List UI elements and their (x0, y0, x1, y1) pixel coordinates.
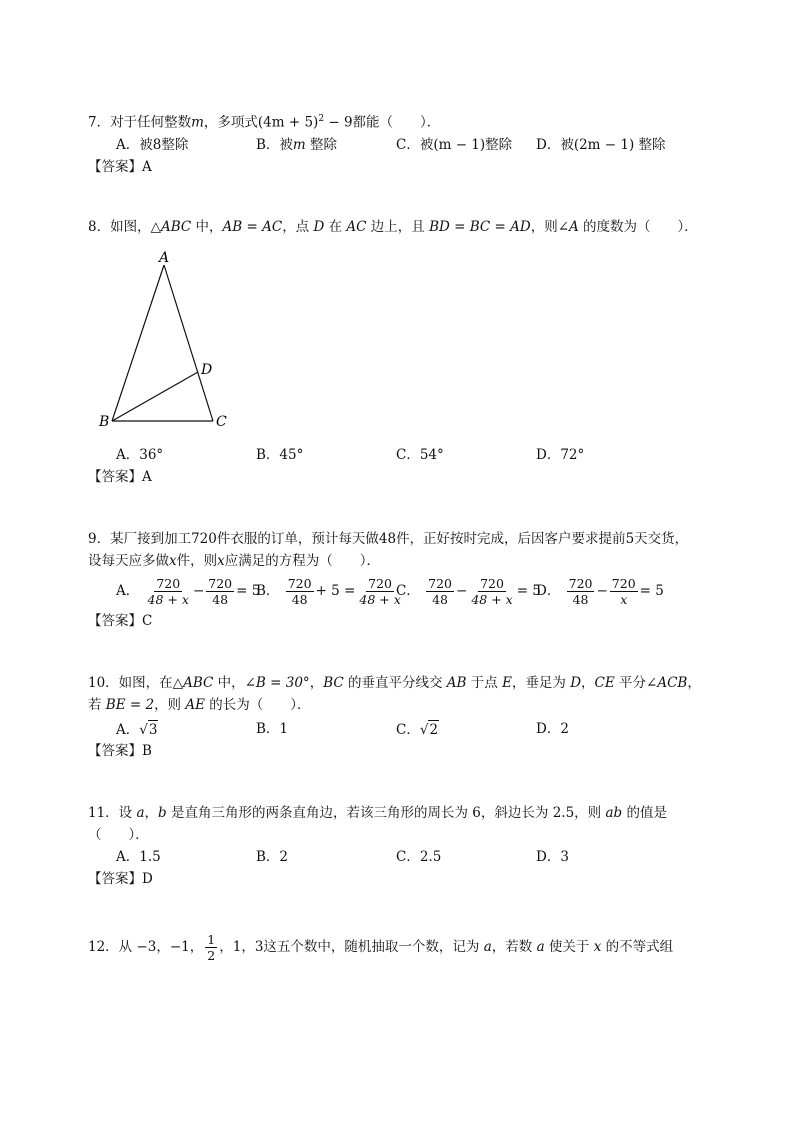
q11-n25: 2.5 (552, 805, 575, 821)
option-text: 1 (279, 721, 289, 737)
question-12-line1 (88, 930, 673, 964)
q7-option-b[interactable] (256, 136, 337, 154)
q9-text-c: 件，正好按时完成，后因客户要求提前 (396, 531, 626, 547)
question-9-line2 (88, 552, 380, 570)
q7-option-c[interactable] (396, 136, 512, 154)
q10-text-c: ， (309, 675, 324, 691)
q9-text-g: 应满足的方程为（ ）． (224, 553, 380, 569)
q8-eq2: BD = BC = AD (429, 219, 531, 235)
q7-exponent: 2 (318, 114, 325, 124)
question-11-line1 (88, 804, 667, 822)
denominator: x (620, 592, 628, 607)
q10-text-f: ，垂足为 (511, 675, 571, 691)
q10-text-l: 的长为（ ）． (204, 697, 311, 713)
q10-text-k: ，则 (154, 697, 186, 713)
q12-text-e: 的不等式组 (601, 939, 674, 955)
fraction (567, 576, 595, 607)
option-text: 72° (560, 447, 585, 463)
q7-option-a[interactable] (116, 136, 188, 154)
q10-option-b[interactable] (256, 720, 288, 738)
side-ac (164, 265, 213, 421)
option-pre: 被 (139, 137, 153, 153)
q10-ae: AE (185, 697, 205, 713)
option-letter: A． (116, 722, 140, 738)
q10-text-h: 平分 (614, 675, 647, 691)
fraction-half (205, 932, 217, 963)
q9-option-b[interactable] (256, 574, 405, 608)
q11-answer: 【答案】D (88, 871, 153, 887)
q9-var-x: x (217, 553, 225, 569)
q10-option-a[interactable] (116, 720, 158, 739)
q11-text-e: ，则 (574, 805, 606, 821)
option-text: 3 (560, 849, 569, 865)
q7-text-b: ，多项式 (203, 114, 258, 131)
q8-angle-a: ∠A (557, 219, 579, 235)
radicand: 2 (429, 722, 439, 738)
q10-text-e: 于点 (466, 675, 503, 691)
q8-answer: 【答案】A (88, 469, 152, 485)
q12-var-a: a (483, 939, 492, 955)
q11-text-c: 是直角三角形的两条直角边，若该三角形的周长为 (166, 805, 473, 821)
q7-option-d[interactable] (536, 136, 666, 154)
operator: − (192, 583, 205, 599)
option-letter: C． (396, 137, 420, 153)
numerator: 720 (368, 576, 392, 591)
option-letter: D． (536, 137, 561, 153)
numerator: 720 (568, 576, 593, 591)
segment-bd (112, 372, 198, 421)
q10-triangle: △ABC (172, 675, 214, 691)
option-letter: C． (396, 447, 420, 463)
option-letter: B． (256, 447, 280, 463)
q9-text-d: 天交货， (634, 531, 689, 547)
denominator: 48 + x (147, 592, 189, 607)
q8-text-e: 边上，且 (366, 219, 430, 235)
q7-text-a: 7．对于任何整数 (88, 114, 192, 131)
option-text: 1.5 (139, 849, 161, 865)
q11-option-a[interactable] (116, 848, 161, 866)
q10-text-g: ， (581, 675, 595, 691)
q8-option-d[interactable] (536, 446, 584, 464)
option-letter: A． (116, 849, 140, 865)
option-expr: (2m − 1) (573, 137, 635, 153)
q10-option-d[interactable] (536, 720, 569, 738)
q7-poly-tail: − 9 (324, 114, 353, 131)
denominator: 48 (291, 592, 308, 607)
q9-n48: 48 (378, 531, 397, 547)
q11-var-a: a (136, 805, 145, 821)
question-10-line1 (88, 674, 701, 692)
option-letter: B． (256, 721, 280, 737)
option-expr: m (292, 137, 306, 153)
option-letter: D． (536, 721, 561, 737)
fraction (426, 576, 454, 607)
q11-var-b: b (158, 805, 167, 821)
denominator: 48 + x (359, 592, 401, 607)
q10-ce: CE (594, 675, 615, 691)
q11-option-b[interactable] (256, 848, 288, 866)
numerator: 1 (207, 932, 216, 947)
q10-text-i: ， (687, 675, 701, 691)
denominator: 2 (207, 948, 216, 963)
option-post: 整除 (305, 137, 338, 153)
radicand: 3 (148, 722, 158, 738)
numerator: 720 (156, 576, 181, 591)
option-letter: B． (256, 137, 280, 153)
q9-text-f: 件，则 (176, 553, 218, 569)
option-letter: C． (396, 722, 420, 738)
option-expr: 8 (152, 137, 162, 153)
q9-text-a: 9．某厂接到加工 (88, 531, 192, 547)
q7-polynomial: (4m + 5) (257, 114, 319, 131)
option-letter: A． (116, 583, 140, 599)
fraction (146, 576, 191, 607)
q11-option-d[interactable] (536, 848, 569, 866)
q10-angle-acb: ∠ACB (646, 675, 688, 691)
q9-answer: 【答案】C (88, 613, 153, 629)
q11-n6: 6 (472, 805, 481, 821)
q8-segment: AC (346, 219, 367, 235)
q11-var-ab: ab (605, 805, 623, 821)
question-9-line1 (88, 530, 688, 548)
q9-option-d[interactable] (536, 574, 664, 608)
option-post: 整除 (634, 137, 666, 153)
option-pre: 被 (279, 137, 293, 153)
q11-text-a: 11．设 (88, 805, 137, 821)
q10-text-a: 10．如图，在 (88, 675, 173, 691)
option-expr: (m − 1) (433, 137, 486, 153)
q12-text-d: 使关于 (544, 939, 594, 955)
vertex-label-b: B (99, 414, 110, 430)
q8-text-a: 8．如图， (88, 219, 151, 235)
q10-point-e: E (502, 675, 512, 691)
numerator: 720 (287, 576, 312, 591)
option-letter: C． (396, 583, 420, 599)
q9-option-c[interactable] (396, 574, 541, 608)
q11-text-f: 的值是 (622, 805, 667, 821)
option-text: 36° (139, 447, 164, 463)
q11-text-d: ，斜边长为 (480, 805, 553, 821)
side-ab (112, 265, 164, 421)
q7-text-c: 都能（ ）． (352, 114, 441, 131)
q12-var-a: a (536, 939, 545, 955)
q10-bc: BC (323, 675, 344, 691)
q7-answer: 【答案】A (88, 159, 152, 175)
q10-text-b: 中， (213, 675, 245, 691)
q10-be: BE = 2 (105, 697, 155, 713)
q9-var-x: x (169, 553, 177, 569)
question-11-line2: （ ）． (88, 827, 149, 843)
q8-eq1: AB = AC (222, 219, 283, 235)
operator: + 5 = (315, 583, 356, 599)
option-letter: B． (256, 583, 280, 599)
q8-text-c: ，点 (282, 219, 314, 235)
rhs: = 5 (516, 583, 541, 599)
q10-text-j: 若 (88, 697, 106, 713)
option-letter: A． (116, 447, 140, 463)
q8-option-c[interactable] (396, 446, 444, 464)
q9-text-e: 设每天应多做 (88, 553, 169, 569)
question-7-stem (88, 110, 440, 132)
denominator: 48 (212, 592, 229, 607)
question-10-line2 (88, 696, 311, 714)
option-letter: D． (536, 849, 561, 865)
q10-point-d: D (570, 675, 582, 691)
fraction (206, 576, 234, 607)
q9-text-b: 件衣服的订单，预计每天做 (216, 531, 379, 547)
q12-text-c: ，若数 (491, 939, 537, 955)
option-letter: A． (116, 137, 140, 153)
vertex-label-c: C (216, 414, 227, 430)
q8-triangle: △ABC (150, 219, 192, 235)
q10-answer: 【答案】B (88, 743, 152, 759)
sqrt-sign: √ (139, 722, 148, 738)
rhs: = 5 (236, 583, 261, 599)
numerator: 720 (480, 576, 504, 591)
q8-text-d: 在 (324, 219, 347, 235)
sqrt-sign: √ (419, 722, 429, 738)
fraction (469, 576, 514, 607)
option-text: 2 (279, 849, 289, 865)
option-letter: D． (536, 447, 561, 463)
q9-option-a[interactable] (116, 574, 260, 608)
denominator: 48 (432, 592, 449, 607)
option-text: 54° (419, 447, 444, 463)
q8-text-g: 的度数为（ ）． (578, 219, 698, 235)
vertex-label-a: A (159, 250, 170, 266)
q10-text-d: 的垂直平分线交 (343, 675, 447, 691)
option-letter: D． (536, 583, 561, 599)
option-text: 2.5 (419, 849, 442, 865)
option-text: 45° (279, 447, 304, 463)
denominator: 48 + x (471, 592, 513, 607)
option-pre: 被 (560, 137, 574, 153)
q8-option-b[interactable] (256, 446, 303, 464)
q12-text-b: ，1，3这五个数中，随机抽取一个数，记为 (219, 939, 484, 955)
q10-option-c[interactable] (396, 720, 439, 739)
operator: − (596, 583, 608, 599)
vertex-label-d: D (201, 362, 213, 378)
q12-text-a: 12．从 −3，−1， (88, 939, 204, 955)
numerator: 720 (428, 576, 452, 591)
q8-option-a[interactable] (116, 446, 163, 464)
q8-point-d: D (313, 219, 325, 235)
option-text: 2 (560, 721, 569, 737)
q10-ab: AB (446, 675, 467, 691)
numerator: 720 (208, 576, 233, 591)
option-pre: 被 (419, 137, 434, 153)
operator: − (456, 583, 468, 599)
fraction (286, 576, 314, 607)
option-letter: C． (396, 849, 420, 865)
option-letter: B． (256, 849, 280, 865)
q7-var-m: m (191, 114, 204, 131)
question-8-stem (88, 218, 698, 236)
q10-angle-b: ∠B = 30° (244, 675, 310, 691)
q8-text-b: 中， (191, 219, 223, 235)
q9-n720: 720 (191, 531, 217, 547)
q11-option-c[interactable] (396, 848, 441, 866)
q8-triangle-figure (95, 248, 245, 433)
option-post: 整除 (161, 137, 189, 153)
denominator: 48 (572, 592, 589, 607)
q8-text-f: ，则 (530, 219, 558, 235)
q11-text-b: ， (144, 805, 159, 821)
numerator: 720 (611, 576, 636, 591)
rhs: = 5 (639, 583, 664, 599)
option-post: 整除 (485, 137, 513, 153)
q9-n5: 5 (625, 531, 635, 547)
fraction (610, 576, 638, 607)
q12-var-x: x (593, 939, 602, 955)
